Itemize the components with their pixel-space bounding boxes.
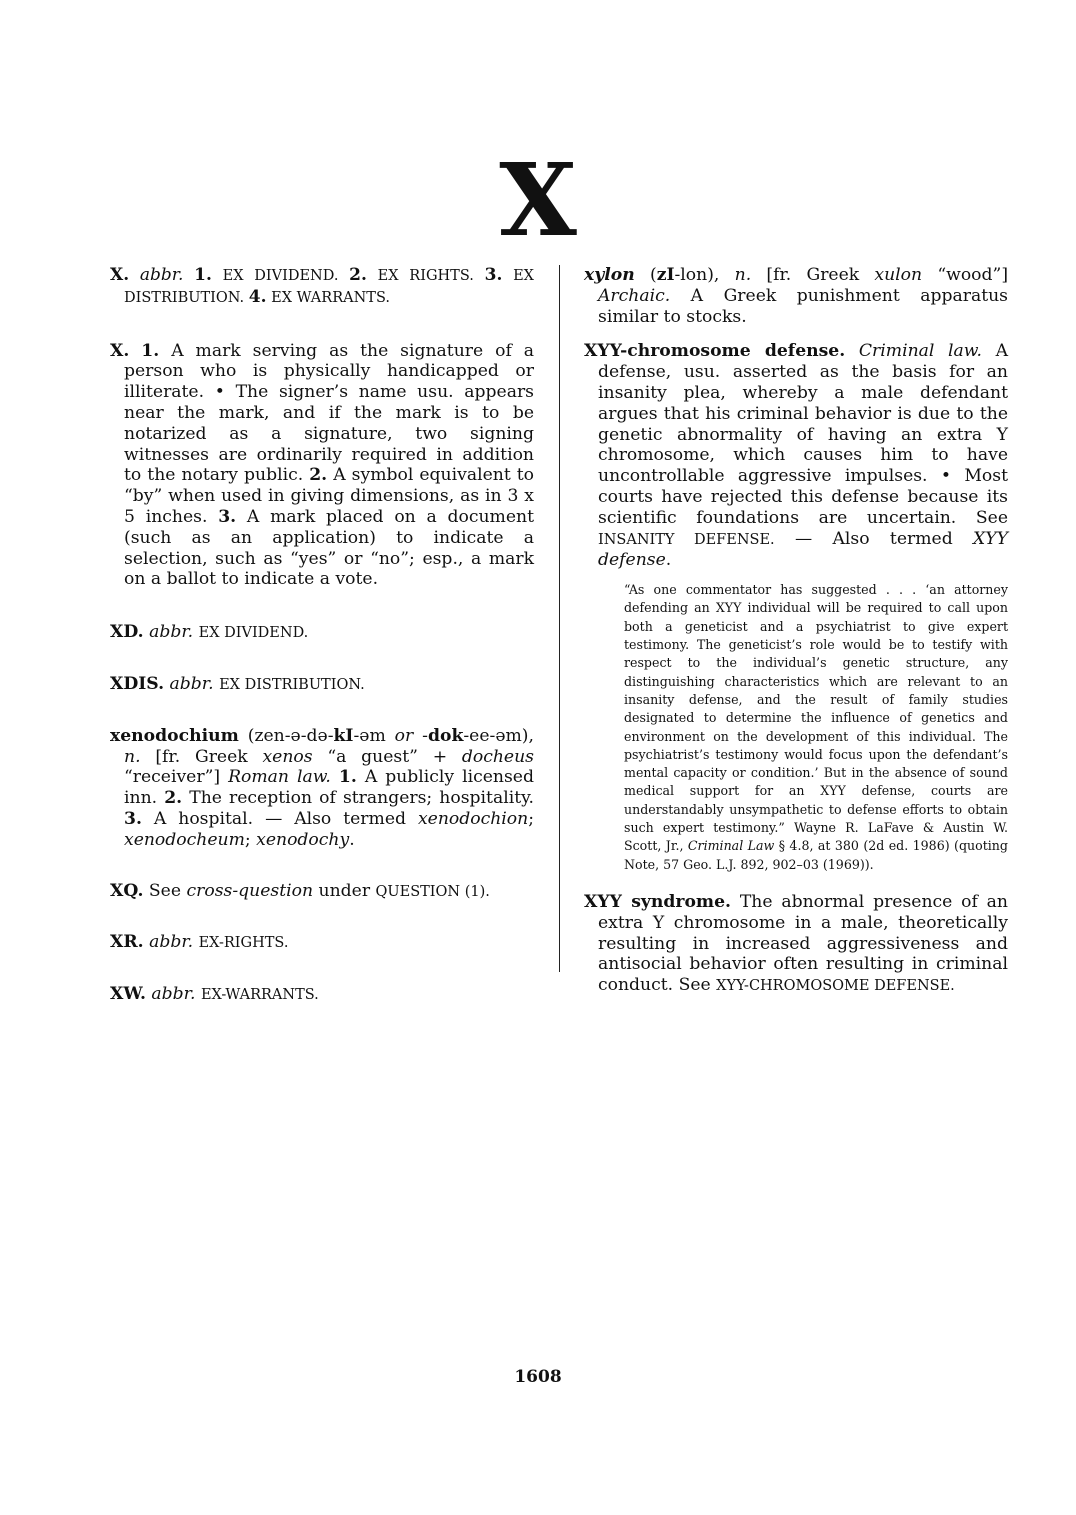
definition: A mark serving as the signature of a person who is physically handicapped or illiterate. • The signer’s name usu. appears near the mark, and if the mark is to be notarized as a signature, two signing witnesses are ordinarily required in addition to the notary public. — [124, 340, 535, 486]
definition: The abnormal presence of an extra Y chromosome in a male, theoretically resulting in increased aggressiveness and antisocial behavior often resulting in criminal conduct. See — [598, 891, 1008, 996]
headword: XD. — [110, 622, 144, 643]
also-termed-label: — Also termed — [794, 528, 953, 549]
headword: XQ. — [110, 880, 144, 901]
entry-xylon — [584, 265, 1008, 327]
cross-reference: EX-WARRANTS. — [200, 987, 319, 1004]
headword: XYY syndrome. — [584, 891, 732, 912]
usage-label: Archaic. — [598, 285, 671, 306]
illustrative-quotation: “As one commentator has suggested . . . ‘an attorney defending an XYY individual will be required to call upon both a geneticist and a psychiatrist to give expert testimony. The geneticist’s role would be to testify with respect to the individual’s genetic structure, any distinguishing characteristics which are relevant to an insanity defense, and the result of family studies designated to determine the influence of genetics and environment on the development of this individual. The psychiatrist’s testimony would focus upon the defendant’s mental capacity or condition.’ But in the absence of sound medical support for an XYY defense, courts are understandably unsympathetic to defense efforts to obtain such expert testimony.” Wayne R. LaFave & Austin W. Scott, Jr., Criminal Law § 4.8, at 380 (2d ed. 1986) (quoting Note, 57 Geo. L.J. 892, 902–03 (1969)). — [624, 582, 1008, 872]
part-of-speech: abbr. — [169, 673, 214, 694]
etymology: [fr. Greek xenos “a guest” + docheus “receiver”] — [124, 746, 534, 788]
cross-reference: EX DIVIDEND. — [198, 625, 309, 642]
part-of-speech: abbr. — [151, 984, 196, 1005]
entry-xw — [110, 984, 534, 1006]
section-letter-heading: X — [499, 141, 577, 259]
pronunciation: (zI-lon), — [649, 265, 720, 285]
alternate-term: XYY defense — [598, 528, 1008, 571]
cross-reference: EX DIVIDEND. — [222, 268, 339, 284]
headword: XYY-chromosome defense. — [584, 341, 846, 362]
part-of-speech: abbr. — [139, 265, 184, 285]
headword: xenodochium — [110, 725, 239, 746]
sense-number: 1. — [338, 767, 357, 788]
alternate-term: xenodochy — [256, 829, 350, 850]
alternate-term: xenodocheum — [124, 829, 245, 850]
entry-xyy-syndrome — [584, 892, 1008, 997]
definition: A symbol equivalent to “by” when used in giving dimensions, as in 3 x 5 inches. — [124, 465, 535, 527]
part-of-speech: abbr. — [149, 932, 194, 953]
entry-xd — [110, 622, 534, 644]
right-column — [584, 265, 1008, 997]
see-label: See — [148, 880, 182, 901]
entry-xyy-chromosome-defense: XYY-chromosome defense. Criminal law. A defense, usu. asserted as the basis for an insanity plea, whereby a male defendant argues that his criminal behavior is due to the genetic abnormality of having an extra Y chromosome, which causes him to have uncontrollable aggressive impulses. • Most courts have rejected this defense because its scientific foundations are uncertain. See INSANITY DEFENSE. — Also termed XYY defense. — [584, 341, 1009, 571]
headword: xylon — [584, 265, 635, 285]
cross-reference: EX DISTRIBUTION. — [124, 268, 535, 306]
entry-x-abbr — [110, 265, 534, 309]
entry-xdis — [110, 674, 534, 696]
cross-reference: EX WARRANTS. — [271, 289, 390, 306]
headword: X. — [110, 265, 130, 285]
sense-number: 2. — [349, 265, 367, 285]
cross-reference: EX-RIGHTS. — [198, 935, 289, 952]
definition: A publicly licensed inn. — [124, 767, 534, 809]
page-number: 1608 — [514, 1367, 562, 1387]
sense-number: 3. — [218, 506, 237, 527]
sense-number: 1. — [194, 265, 212, 285]
entry-xr — [110, 932, 534, 954]
headword: XR. — [110, 932, 144, 953]
definition: A mark placed on a document (such as an application) to indicate a selection, such as “yes” or “no”; esp., a mark on a ballot to indicate a vote. — [124, 506, 534, 590]
definition: A hospital. — Also termed — [153, 808, 418, 829]
cross-reference: XYY-CHROMOSOME DEFENSE. — [716, 978, 955, 995]
cross-reference: INSANITY DEFENSE. — [598, 531, 775, 548]
headword: XW. — [110, 984, 146, 1005]
sense-number: 3. — [484, 265, 503, 285]
cross-reference-term: cross-question — [186, 880, 314, 901]
sense-number: 2. — [309, 465, 328, 486]
sense-number: 3. — [124, 808, 142, 829]
field-label: Roman law. — [228, 767, 331, 788]
book-title: Criminal Law — [687, 838, 775, 854]
headword: XDIS. — [110, 673, 165, 694]
pronunciation: (zen-ə-də-kI-əm or -dok-ee-əm), — [247, 725, 534, 746]
sense-number: 2. — [164, 788, 183, 809]
cross-reference: EX RIGHTS. — [377, 268, 474, 284]
definition: The reception of strangers; hospitality. — [189, 788, 534, 809]
headword: X. — [110, 340, 130, 361]
etymology: [fr. Greek xulon “wood”] — [766, 265, 1009, 285]
under-label: under — [318, 880, 371, 901]
alternate-term: xenodochion — [417, 808, 529, 829]
entry-xq — [110, 881, 534, 903]
definition: A Greek punishment apparatus similar to stocks. — [598, 285, 1008, 327]
sense-number: 1. — [141, 340, 160, 361]
part-of-speech: abbr. — [149, 622, 194, 643]
entry-xenodochium: xenodochium (zen-ə-də-kI-əm or -dok-ee-əm), n. [fr. Greek xenos “a guest” + docheus “receiver”] Roman law. 1. A publicly licensed inn. 2. The reception of strangers; hospitality. 3. A hospital. — Also termed xenodochion; xenodocheum; xenodochy. — [110, 725, 534, 850]
part-of-speech: n. — [734, 265, 752, 285]
field-label: Criminal law. — [858, 341, 982, 362]
left-column — [110, 265, 534, 1006]
part-of-speech: n. — [124, 746, 141, 767]
definition: A defense, usu. asserted as the basis for an insanity plea, whereby a male defendant argues that his criminal behavior is due to the genetic abnormality of having an extra Y chromosome, which causes him to have uncontrollable aggressive impulses. • Most courts have rejected this defense because its scientific foundations are uncertain. See — [598, 341, 1009, 528]
sense-number: 4. — [248, 286, 267, 307]
cross-reference: EX DISTRIBUTION. — [219, 676, 365, 693]
entry-x-mark — [110, 341, 534, 591]
column-divider — [559, 265, 560, 972]
cross-reference: QUESTION (1). — [375, 883, 490, 900]
